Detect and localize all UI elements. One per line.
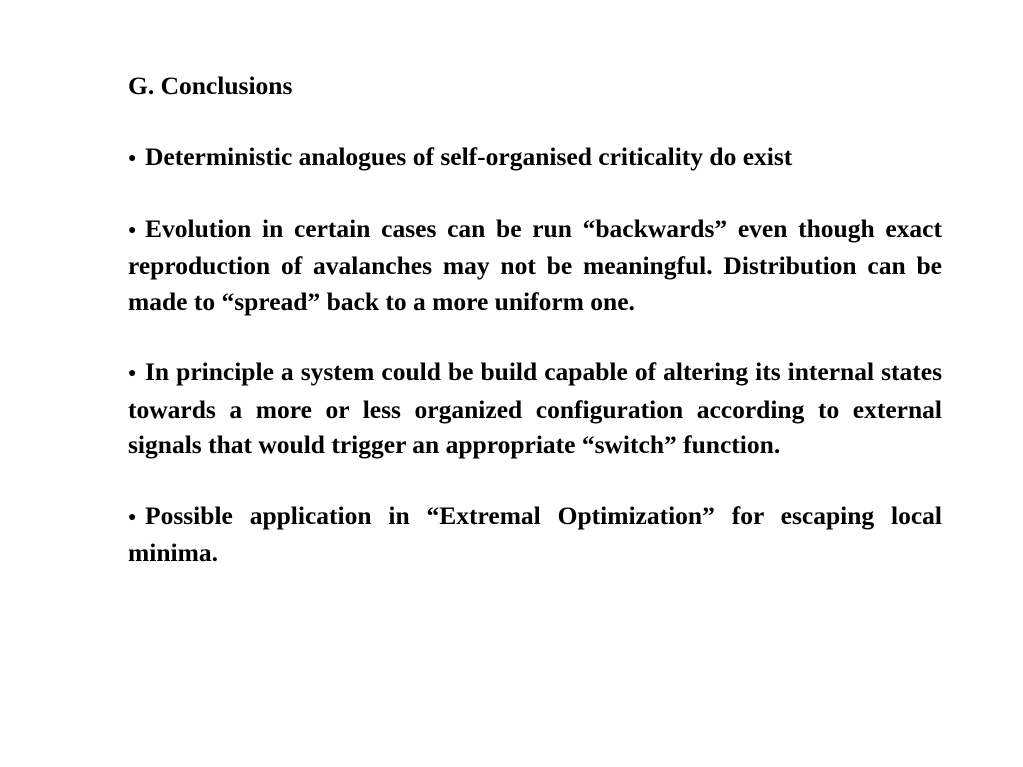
bullet-text: Evolution in certain cases can be run “backwards” even though exact reproduction of avalanches may not be meaningful. Distribution can be made to “spread” back to a more uniform one. — [128, 214, 942, 316]
bullet-item-evolution-backwards — [128, 211, 942, 319]
bullet-text: Deterministic analogues of self-organised criticality do exist — [145, 141, 793, 171]
bullet-item-system-internal-states — [128, 354, 942, 462]
bullet-dot-icon — [128, 500, 145, 535]
bullet-dot-icon — [128, 356, 145, 391]
bullet-item-extremal-optimization — [128, 498, 942, 571]
bullet-dot-icon — [128, 213, 145, 248]
slide-content — [128, 68, 942, 570]
bullet-text: Possible application in “Extremal Optimization” for escaping local minima. — [128, 500, 942, 567]
bullet-item-deterministic-analogues — [128, 139, 942, 176]
section-heading: G. Conclusions — [128, 71, 293, 100]
bullet-dot-icon — [128, 141, 145, 176]
bullet-text: In principle a system could be build capable of altering its internal states towards a more or less organized configuration according to external signals that would trigger an appropriate “switch” function. — [128, 357, 942, 459]
